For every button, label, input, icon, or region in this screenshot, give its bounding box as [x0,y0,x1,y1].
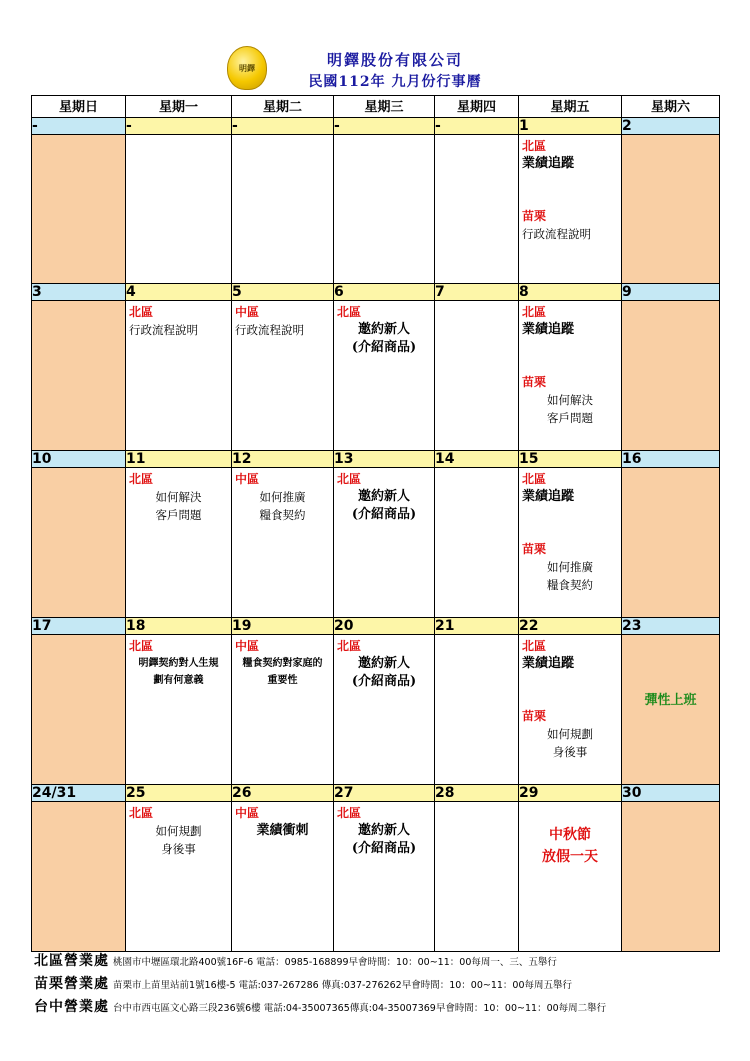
event-text: 糧食契約 [259,508,306,522]
office-info: 台中市西屯區文心路三段236號6樓 電話:04-35007365傳真:04-35007369早會時間：10：00~11：00每周二舉行 [113,1003,607,1014]
event-text: 如何規劃 [547,727,593,741]
date-cell: 10 [32,451,126,468]
week-3-dates [32,451,720,468]
event-text: 行政流程說明 [522,227,591,241]
weekday-sat: 星期六 [622,96,720,118]
event-cell [232,802,334,952]
date-cell: 25 [126,785,232,802]
event-cell [32,468,126,618]
event-cell [32,135,126,284]
event-cell [334,802,435,952]
week-2-events [32,301,720,451]
date-cell: - [126,118,232,135]
date-cell: - [334,118,435,135]
date-cell: 19 [232,618,334,635]
office-miaoli [34,973,734,993]
holiday-name: 中秋節 [549,827,591,843]
region-label: 北區 [522,472,547,486]
region-label: 中區 [235,806,260,820]
event-cell [232,468,334,618]
region-label: 苗栗 [522,209,547,223]
event-text: 業績追蹤 [522,656,575,671]
event-cell [622,301,720,451]
date-cell: 13 [334,451,435,468]
region-label: 中區 [235,639,260,653]
event-cell [622,468,720,618]
calendar-grid [31,95,720,952]
region-label: 北區 [337,639,362,653]
date-cell: - [435,118,519,135]
region-label: 北區 [522,639,547,653]
event-cell [334,301,435,451]
week-4-dates [32,618,720,635]
calendar-title: 民國112年 九月份行事曆 [308,74,482,90]
weekday-mon: 星期一 [126,96,232,118]
event-cell [435,802,519,952]
event-text: 劃有何意義 [153,675,204,686]
region-label: 北區 [337,305,362,319]
week-1-dates [32,118,720,135]
event-cell [32,635,126,785]
event-text: 如何解決 [547,393,593,407]
event-cell [32,802,126,952]
weekday-tue: 星期二 [232,96,334,118]
date-cell: 3 [32,284,126,301]
date-cell: 14 [435,451,519,468]
event-cell [232,301,334,451]
event-text: 如何解決 [155,490,202,504]
weekday-fri: 星期五 [519,96,622,118]
event-text: (介紹商品) [351,340,417,355]
region-label: 中區 [235,305,260,319]
office-info: 苗栗市上苗里站前1號16樓-5 電話:037-267286 傳真:037-276262早會時間：10：00~11：00每周五舉行 [113,980,573,991]
region-label: 苗栗 [522,709,547,723]
date-cell: 24/31 [32,785,126,802]
office-name: 北區營業處 [34,953,109,969]
event-text: 行政流程說明 [235,323,304,337]
weekday-header-row [32,96,720,118]
event-text: 如何推廣 [547,560,593,574]
event-text: 如何推廣 [259,490,306,504]
region-label: 北區 [129,305,154,319]
event-cell [334,135,435,284]
date-cell: 6 [334,284,435,301]
event-cell [519,802,622,952]
date-cell: 18 [126,618,232,635]
weekday-sun: 星期日 [32,96,126,118]
event-cell [435,135,519,284]
event-cell [126,135,232,284]
date-cell: 28 [435,785,519,802]
event-text: 業績追蹤 [522,322,575,337]
date-cell: - [32,118,126,135]
region-label: 北區 [522,305,547,319]
event-text: 業績追蹤 [522,156,575,171]
region-label: 北區 [337,806,362,820]
date-cell: 30 [622,785,720,802]
region-label: 苗栗 [522,542,547,556]
date-cell: 4 [126,284,232,301]
event-cell [519,468,622,618]
office-name: 台中營業處 [34,999,109,1015]
event-cell [519,301,622,451]
event-text: 糧食契約對家庭的 [242,658,323,669]
event-cell [334,468,435,618]
event-text: 重要性 [267,675,298,686]
week-4-events [32,635,720,785]
event-text: 明鐸契約對人生規 [138,658,219,669]
date-cell: 8 [519,284,622,301]
date-cell: 1 [519,118,622,135]
region-label: 北區 [337,472,362,486]
region-label: 苗栗 [522,375,547,389]
date-cell: 2 [622,118,720,135]
event-cell [126,468,232,618]
date-cell: 20 [334,618,435,635]
event-cell [232,635,334,785]
date-cell: 23 [622,618,720,635]
date-cell: 7 [435,284,519,301]
event-cell [519,135,622,284]
region-label: 北區 [522,139,547,153]
date-cell: 12 [232,451,334,468]
region-label: 北區 [129,639,154,653]
region-label: 中區 [235,472,260,486]
date-cell: 29 [519,785,622,802]
date-cell: 21 [435,618,519,635]
holiday-note: 放假一天 [542,849,598,865]
logo-text: 明鐸 [239,62,255,73]
date-cell: 15 [519,451,622,468]
company-logo [227,46,267,90]
event-cell [126,301,232,451]
date-cell: 9 [622,284,720,301]
event-text: 業績追蹤 [522,489,575,504]
company-name: 明鐸股份有限公司 [326,51,463,69]
event-cell [622,802,720,952]
flex-workday-label: 彈性上班 [644,693,697,708]
event-text: 邀約新人 [357,823,410,838]
event-cell [126,802,232,952]
event-cell [435,635,519,785]
event-cell [519,635,622,785]
date-cell: 11 [126,451,232,468]
region-label: 北區 [129,806,154,820]
event-text: 如何規劃 [155,824,202,838]
event-cell [622,635,720,785]
date-cell: 27 [334,785,435,802]
event-text: 邀約新人 [357,489,410,504]
event-cell [435,301,519,451]
week-2-dates [32,284,720,301]
event-text: (介紹商品) [351,507,417,522]
date-cell: 16 [622,451,720,468]
event-cell [126,635,232,785]
office-info: 桃園市中壢區環北路400號16F-6 電話：0985-168899早會時間：10：00~11：00每周一、三、五舉行 [113,957,557,968]
event-text: 糧食契約 [547,578,593,592]
date-cell: - [232,118,334,135]
event-cell [334,635,435,785]
date-cell: 22 [519,618,622,635]
event-text: 邀約新人 [357,656,410,671]
event-cell [232,135,334,284]
office-taichung [34,996,734,1016]
event-text: 身後事 [552,745,588,759]
event-text: 身後事 [161,842,196,856]
week-1-events [32,135,720,284]
event-text: 客戶問題 [547,411,593,425]
week-5-dates [32,785,720,802]
event-text: 行政流程說明 [129,323,198,337]
date-cell: 26 [232,785,334,802]
date-cell: 17 [32,618,126,635]
weekday-thu: 星期四 [435,96,519,118]
week-3-events [32,468,720,618]
date-cell: 5 [232,284,334,301]
event-text: (介紹商品) [351,841,417,856]
event-text: 邀約新人 [357,322,410,337]
office-name: 苗栗營業處 [34,976,109,992]
event-cell [32,301,126,451]
page-header [0,0,750,95]
event-cell [435,468,519,618]
event-text: (介紹商品) [351,674,417,689]
event-cell [622,135,720,284]
week-5-events [32,802,720,952]
event-text: 客戶問題 [155,508,202,522]
region-label: 北區 [129,472,154,486]
office-north [34,950,734,970]
weekday-wed: 星期三 [334,96,435,118]
event-text: 業績衝刺 [256,823,309,838]
